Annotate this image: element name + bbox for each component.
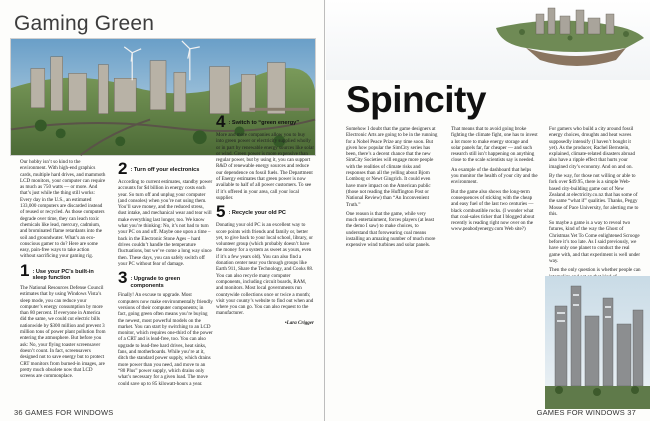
step-2 xyxy=(118,161,213,176)
article-paragraph: Somehow I doubt that the game designers at Electronic Arts are going to be in the running for a Nobel Peace Prize any time soon. But given how popular the SimCity series has been, there’s a decent chance that the new SimCity Societies will engage more people with the realities of climate risks and responses than all the yelling about Bjorn Lomborg or Newt Gingrich. It could even have more impact on the American public (those not reading the Huffington Post or National Review) than “An Inconvenient Truth.” xyxy=(346,126,438,208)
step-heading: : Upgrade to green components xyxy=(130,276,181,289)
left-column-1 xyxy=(20,159,106,407)
right-page xyxy=(326,0,650,421)
step-text: According to current estimates, standby power accounts for $4 billion in energy costs each year. So turn off and unplug your computer (and consoles) when you’re not using them. You’ll save money, and the reduced stress, dust intake, and mechanical wear and tear will make everything last longer, too. We know what you’re thinking: No, it’s not bad to turn your PC on and off. Maybe one upon a time – back in the Electronic Stone Ages – hard drives couldn’t handle the temperature fluctuations, but we’ve come a long way since then. These days, you can safely switch off your PC without fear of damage. xyxy=(118,179,213,267)
step-number: 3 xyxy=(118,268,128,288)
byline: •Lara Crigger xyxy=(284,319,314,326)
step-3 xyxy=(118,270,213,289)
article-paragraph: Then the only question is whether people can xyxy=(549,267,641,274)
step-text: More and more companies allow you to buy into green power or electricity supplied wholly or in part by renewable energy sources like solar or wind. Green power is more expensive than regular power, but by using it, you can support R&D of renewable energy sources and reduce our dependence on fossil fuels. The Department of Energy estimates that green power is now available to half of all power customers. To see if it’s offered in your area, call your local supplier. xyxy=(216,132,315,201)
step-heading: : Turn off your electronics xyxy=(130,167,200,173)
step-number: 5 xyxy=(216,202,226,222)
left-page-folio: 36 GAMES FOR WINDOWS xyxy=(14,408,114,417)
left-page-title: Gaming Green xyxy=(14,12,155,35)
article-paragraph: So maybe a game is a way to reveal two futures, kind of the way the Ghost of Christmas Yet To Come enlightened Scrooge before it’s too late. As I said previously, we have only one planet to conduct the real game with, and that experiment is well under way. xyxy=(549,220,641,264)
article-paragraph: One reason is that the game, while very much entertainment, forces players (at least the demo I saw) to make choices, to understand that forswearing coal means installing an amazing number of much more expensive wind turbines and solar panels. xyxy=(346,210,436,249)
step-text: Finally! An excuse to upgrade. Most computers now make environmentally friendly versions of their computer components; in fact, going green often means you’re buying the newest, most powerful models on the market. You can start by switching to an LCD monitor, which requires one-third of the power of a CRT and is lead-free, too. You can also upgrade to lead-free hard drives, heat sinks, fans, and motherboards. While you’re at it, ditch the standard power supply, which drains more power than you need, and move to an “80 Plus” power supply, which drains only what’s necessary for a given load. The move could save up to 85 kilowatt-hours a year. xyxy=(118,292,213,387)
left-column-2 xyxy=(118,159,213,407)
article-paragraph: But the game also shows the long-term consequences of sticking with the cheap and easy fuel of the last two centuries — black combustible rocks. (I wonder what that coal-sales ticker that I blogged about recently is reading right now over on the www.peabodyenergy.com Web site?) xyxy=(451,188,535,233)
step-heading: : Recycle your old PC xyxy=(228,210,286,217)
step-number: 4 xyxy=(216,112,226,131)
step-number: 1 xyxy=(20,260,30,280)
right-page-title: Spincity xyxy=(346,79,486,120)
image-game-skyline xyxy=(545,276,650,409)
step-number: 2 xyxy=(118,159,128,178)
left-column-3 xyxy=(216,112,314,412)
article-paragraph: An example of the dashboard that helps you monitor the health of your city and the environment. xyxy=(451,166,538,186)
right-column-1 xyxy=(346,126,438,411)
article-paragraph: That means that to avoid going broke fighting the climate fight, one has to invest a lot more to make energy storage and solar panels far, far cheaper — and such research still isn’t happening on anything close to the scale scientists say is needed. xyxy=(451,126,538,164)
step-4 xyxy=(216,114,314,129)
hero-image-cloud-city xyxy=(326,0,650,80)
step-heading: : Use your PC’s built-in sleep function xyxy=(32,268,94,282)
step-1 xyxy=(20,260,106,282)
step-text: Donating your old PC is an excellent way to score points with friends and family or, better yet, to give back to your local school, library, or volunteer group (which probably doesn’t have the money for a system as sweet as yours, even if it’s a few years old). You can also find a donation center near you through groups like Earth 911, Share the Technology, and Cooks 88. You can also recycle many computer components, including circuit boards, RAM, and monitors. Most local governments run countywide collections once or twice a month; visit your county’s website to find out when and where you can go. You can also request to the manufacturer. xyxy=(216,222,314,317)
right-page-folio: GAMES FOR WINDOWS 37 xyxy=(536,408,636,417)
article-paragraph: For gamers who build a city around fossil energy choices, droughts and heat waves supposedly intensify (I haven’t bought it yet). As the producer, Rachel Bernstein, explained, climate-related disasters abroad also have a ripple effect that hurts your imagined city’s economy. And on and on. xyxy=(549,126,636,170)
right-column-2 xyxy=(451,126,538,411)
step-text: The National Resources Defense Council estimates that by using Windows Vista’s sleep mode, you can reduce your computer’s energy consumption by more than 80 percent. If everyone in America did the same, we could cut electric bills nationwide by $300 million and prevent 3 million tons of power plant pollution from entering the atmosphere. But before you ask: No, your flying toaster screensaver doesn’t count. In fact, screensavers designed not to save energy but to protect CRT monitors from burned-in images, are pretty much obsolete now that LCD screens are commonplace. xyxy=(20,284,106,380)
intro-paragraph: Our hobby isn’t so kind to the environment. With high-end graphics cards, multiple hard drives, and mammoth LCD monitors, your computer can require as much as 750 watts — or more. And that’s just while the thing still works: Every day in the U.S., an estimated 133,000 computers are discarded instead of reused or recycled. As those computers degrade over time, they can leach toxic chemicals like lead, mercury, cadmium, and brominated flame retardants into the soil and groundwater. What’s an eco-conscious gamer to do? Here are some easy, pain-free ways to take action without sacrificing your gaming rig. xyxy=(20,159,106,260)
step-heading: : Switch to “green energy” xyxy=(228,120,300,126)
right-column-3 xyxy=(549,126,641,281)
article-paragraph: By the way, for those not willing or able to fork over $49.95, there is a simple Web-based city-building game out of New Zealand at electricity.co.nz that has some of the same “what if” qualities. Thanks, Peggy Mosse of Pace University, for alerting me to this. xyxy=(549,173,639,217)
step-5 xyxy=(216,202,314,222)
